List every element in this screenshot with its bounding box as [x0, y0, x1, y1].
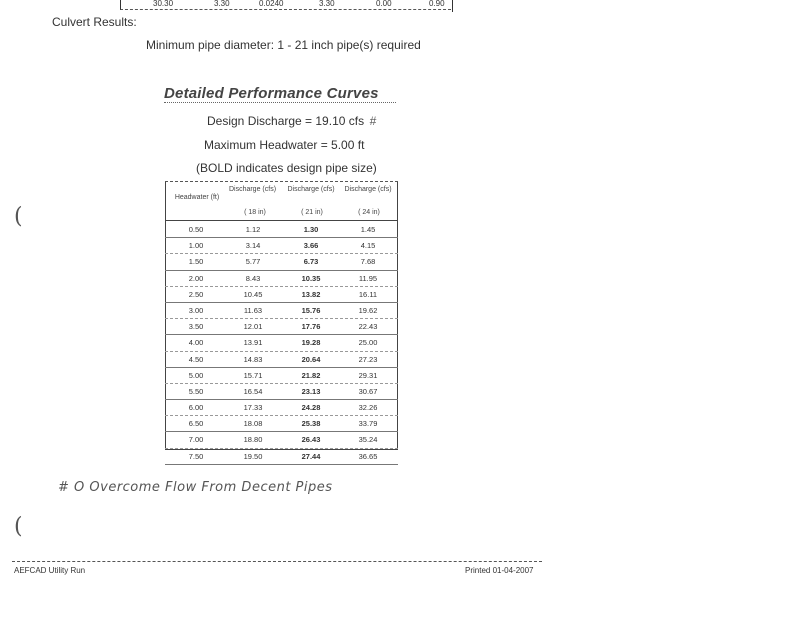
table-cell: 12.01 — [243, 322, 263, 332]
table-cell: 19.50 — [243, 451, 263, 461]
table-cell: 30.30 — [153, 0, 174, 8]
table-cell: 11.63 — [243, 305, 263, 315]
table-cell: 21.82 — [301, 370, 321, 380]
table-cell: 7.00 — [188, 435, 204, 445]
previous-table-row — [120, 0, 451, 10]
header-discharge-3: Discharge (cfs) — [344, 186, 392, 193]
table-cell: 16.54 — [243, 386, 263, 396]
table-cell: 3.14 — [245, 241, 261, 251]
table-cell: 14.83 — [243, 354, 263, 364]
table-cell: 0.0240 — [259, 0, 284, 8]
table-cell: 20.64 — [301, 354, 321, 364]
handwritten-mark: # — [369, 114, 377, 128]
table-cell: 3.66 — [303, 241, 319, 251]
binder-hole-mark: ( — [14, 514, 23, 539]
table-row — [165, 449, 398, 465]
performance-curves-title: Detailed Performance Curves — [164, 85, 379, 102]
table-border — [452, 0, 453, 12]
header-headwater: Headwater (ft) — [174, 194, 220, 201]
table-cell: 2.00 — [188, 273, 204, 283]
handwritten-note: # O Overcome Flow From Decent Pipes — [58, 480, 333, 495]
header-discharge-1: Discharge (cfs) — [228, 186, 277, 193]
table-row — [165, 287, 398, 303]
maximum-headwater: Maximum Headwater = 5.00 ft — [204, 138, 365, 152]
table-row — [165, 271, 398, 287]
table-cell: 11.95 — [358, 273, 378, 283]
table-row — [165, 222, 398, 238]
table-cell: 7.50 — [188, 451, 204, 461]
table-cell: 13.82 — [301, 289, 321, 299]
table-cell: 4.00 — [188, 338, 204, 348]
table-cell: 1.30 — [303, 225, 319, 234]
table-cell: 3.50 — [188, 322, 204, 332]
table-cell: 3.30 — [319, 0, 335, 8]
table-cell: 6.00 — [188, 403, 204, 413]
table-cell: 32.26 — [358, 403, 378, 413]
table-cell: 26.43 — [301, 435, 321, 445]
table-cell: 8.43 — [245, 273, 261, 283]
table-cell: 3.00 — [188, 305, 204, 315]
footer-program: AEFCAD Utility Run — [14, 566, 86, 575]
table-cell: 17.33 — [243, 403, 263, 413]
table-cell: 25.00 — [358, 338, 378, 348]
table-row — [165, 303, 398, 319]
pipe-size-21: ( 21 in) — [301, 209, 323, 216]
table-cell: 6.50 — [188, 419, 204, 429]
table-cell: 1.45 — [360, 225, 376, 234]
performance-table — [165, 181, 398, 461]
table-cell: 13.91 — [243, 338, 263, 348]
table-cell: 5.00 — [188, 370, 204, 380]
title-underline — [164, 102, 396, 103]
footer-divider — [12, 561, 542, 562]
table-body — [165, 222, 398, 465]
table-row — [165, 400, 398, 416]
table-cell: 23.13 — [301, 386, 321, 396]
table-row — [165, 416, 398, 432]
table-cell: 0.90 — [429, 0, 445, 8]
table-row — [165, 368, 398, 384]
table-cell: 1.12 — [245, 225, 261, 234]
table-cell: 15.71 — [243, 370, 263, 380]
table-cell: 17.76 — [301, 322, 321, 332]
table-row — [165, 254, 398, 270]
pipe-size-24: ( 24 in) — [358, 209, 380, 216]
table-cell: 10.35 — [301, 273, 321, 283]
design-discharge: Design Discharge = 19.10 cfs # — [207, 114, 377, 128]
table-cell: 4.50 — [188, 354, 204, 364]
table-row — [165, 335, 398, 351]
table-cell: 5.50 — [188, 386, 204, 396]
table-cell: 27.44 — [301, 451, 321, 461]
pipe-size-18: ( 18 in) — [244, 209, 266, 216]
table-cell: 24.28 — [301, 403, 321, 413]
table-cell: 33.79 — [358, 419, 378, 429]
table-cell: 18.80 — [243, 435, 263, 445]
table-cell: 35.24 — [358, 435, 378, 445]
table-cell: 1.50 — [188, 257, 204, 267]
table-row — [165, 319, 398, 335]
table-row — [165, 238, 398, 254]
table-cell: 27.23 — [358, 354, 378, 364]
bold-note: (BOLD indicates design pipe size) — [196, 161, 377, 175]
table-cell: 2.50 — [188, 289, 204, 299]
table-cell: 18.08 — [243, 419, 263, 429]
table-cell: 10.45 — [243, 289, 263, 299]
table-cell: 3.30 — [214, 0, 230, 8]
binder-hole-mark: ( — [14, 204, 23, 229]
table-cell: 0.50 — [188, 225, 204, 234]
header-discharge-2: Discharge (cfs) — [287, 186, 335, 193]
table-row — [165, 432, 398, 448]
table-cell: 16.11 — [358, 289, 378, 299]
min-pipe-diameter: Minimum pipe diameter: 1 - 21 inch pipe(s) required — [146, 38, 421, 52]
table-cell: 25.38 — [301, 419, 321, 429]
table-cell: 15.76 — [301, 305, 321, 315]
table-cell: 22.43 — [358, 322, 378, 332]
table-cell: 30.67 — [358, 386, 378, 396]
table-cell: 4.15 — [360, 241, 376, 251]
table-cell: 19.62 — [358, 305, 378, 315]
table-cell: 19.28 — [301, 338, 321, 348]
table-row — [165, 352, 398, 368]
table-cell: 29.31 — [358, 370, 378, 380]
footer-printed-date: Printed 01-04-2007 — [465, 566, 534, 575]
table-cell: 36.65 — [358, 451, 378, 461]
culvert-results-heading: Culvert Results: — [52, 15, 137, 29]
table-cell: 7.68 — [360, 257, 376, 267]
table-cell: 1.00 — [188, 241, 204, 251]
table-cell: 6.73 — [303, 257, 319, 267]
table-row — [165, 384, 398, 400]
table-cell: 0.00 — [376, 0, 392, 8]
table-cell: 5.77 — [245, 257, 261, 267]
